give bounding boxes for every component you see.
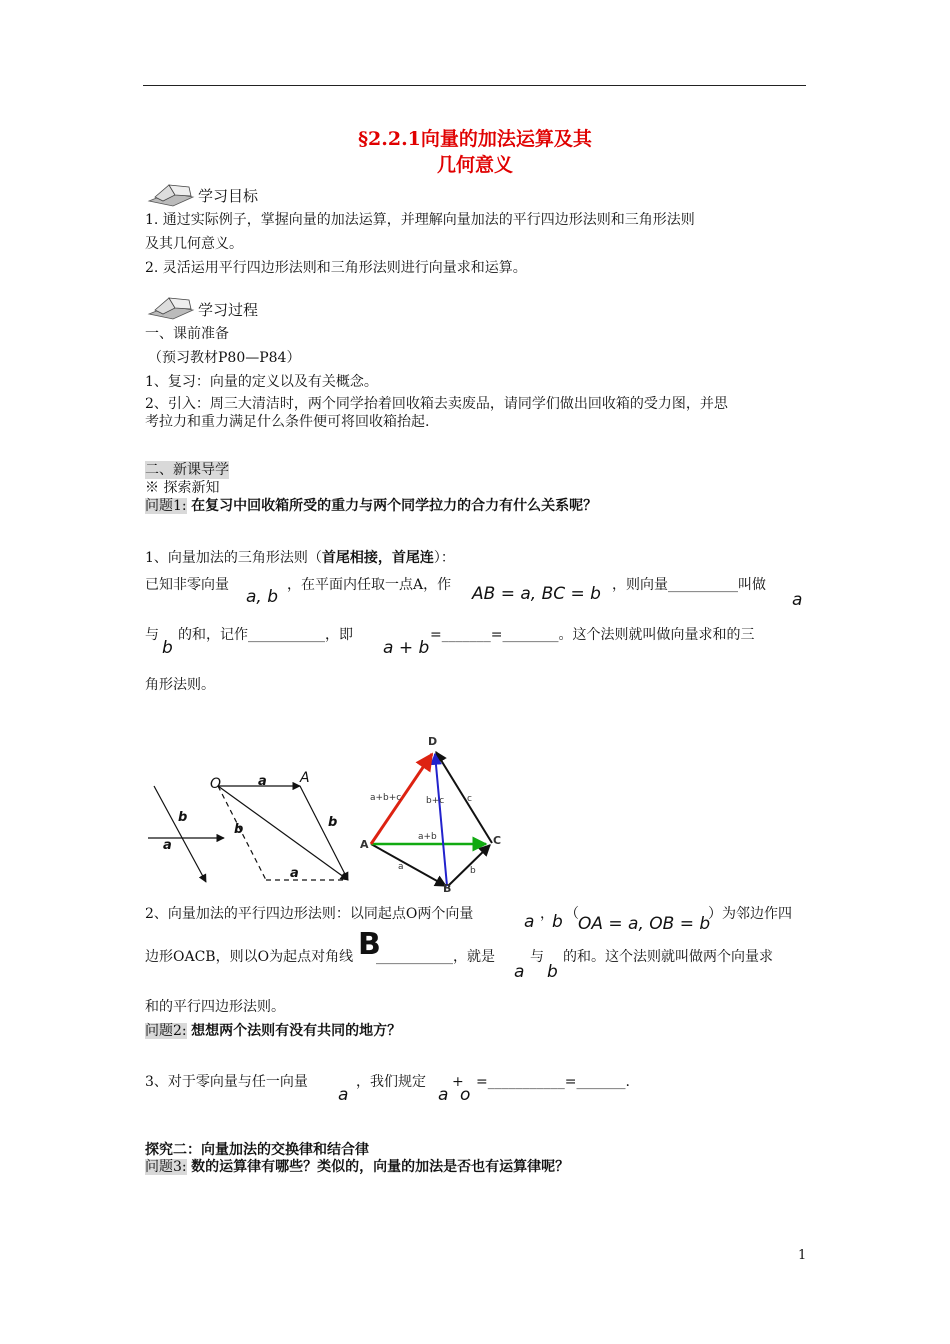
- label-b-right: b: [328, 815, 338, 830]
- math-a-b: a, b: [246, 587, 279, 607]
- rule-1-text-e: 的和，记作___________，即: [178, 627, 353, 643]
- rule-1-text-f: =_______=________。这个法则就叫做向量求和的三: [430, 627, 755, 643]
- math-a: a: [792, 590, 803, 610]
- math-a-plus-b: a + b: [383, 638, 430, 658]
- label-a-bottom: a: [290, 866, 299, 881]
- page-number: 1: [798, 1248, 807, 1263]
- label-a-plus-b-fig: a+b: [418, 832, 437, 842]
- goal-item-2: 2. 灵活运用平行四边形法则和三角形法则进行向量求和运算。: [145, 260, 527, 276]
- rule-2-text-i: 和的平行四边形法则。: [145, 999, 285, 1015]
- explore-heading: ※ 探索新知: [145, 480, 220, 496]
- tetrahedron-figure: [355, 730, 515, 895]
- book-icon: [145, 181, 197, 207]
- math-OA-OB: OA = a, OB = b: [578, 914, 711, 934]
- math-b-r2: b: [552, 912, 563, 932]
- question-1-text: 在复习中回收箱所受的重力与两个同学拉力的合力有什么关系呢？: [191, 498, 598, 514]
- rule-2-text-f: ___________，就是: [376, 949, 495, 965]
- math-AB-BC: AB = a, BC = b: [472, 584, 601, 604]
- rule-1-text-b: ，在平面内任取一点A，作: [287, 577, 452, 593]
- rule-3-text-d: =___________=_______.: [476, 1074, 630, 1090]
- label-a-left: a: [163, 838, 172, 853]
- review-item: 1、复习：向量的定义以及有关概念。: [145, 374, 378, 390]
- math-b: b: [162, 638, 173, 658]
- math-a-r2b: a: [514, 962, 525, 982]
- label-b-fig: b: [470, 866, 476, 876]
- label-B: B: [443, 882, 452, 895]
- question-2-text: 想想两个法则有没有共同的地方？: [191, 1023, 402, 1039]
- goal-item-1-cont: 及其几何意义。: [145, 236, 243, 252]
- label-b-mid: b: [234, 822, 244, 837]
- page-title-line2: 几何意义: [436, 154, 513, 176]
- rule-1-prefix: 1、向量加法的三角形法则（: [145, 550, 322, 566]
- label-A: A: [300, 770, 310, 786]
- math-b-r2b: b: [547, 962, 558, 982]
- rule-1-text-g: 角形法则。: [145, 677, 215, 693]
- rule-2-text-e: 边形OACB，则以O为起点对角线: [145, 949, 354, 965]
- rule-1-mnemonic: 首尾相接，首尾连: [321, 550, 434, 566]
- page-title: §2.2.1向量的加法运算及其: [358, 128, 592, 150]
- section-1-heading: 一、课前准备: [145, 326, 229, 342]
- question-3-label: 问题3:: [145, 1159, 187, 1175]
- math-a-r3b: a: [438, 1085, 449, 1105]
- question-1-label: 问题1:: [145, 498, 187, 514]
- explore-2-heading: 探究二：向量加法的交换律和结合律: [145, 1142, 369, 1158]
- rule-2-comma: ，: [540, 906, 554, 922]
- rule-2-paren-open: （: [565, 906, 579, 922]
- question-2-label: 问题2:: [145, 1023, 187, 1039]
- header-rule: [143, 85, 806, 86]
- label-A-right: A: [360, 838, 369, 851]
- label-O: O: [210, 776, 222, 792]
- rule-2-text-a: 2、向量加法的平行四边形法则：以同起点O两个向量: [145, 906, 474, 922]
- label-C: C: [493, 834, 502, 847]
- label-a-top: a: [258, 774, 267, 789]
- goal-item-1: 1. 通过实际例子，掌握向量的加法运算，并理解向量加法的平行四边形法则和三角形法则: [145, 212, 695, 228]
- book-icon: [145, 294, 197, 320]
- rule-2-text-g: 与: [530, 949, 544, 965]
- rule-1-text-d: 与: [145, 627, 159, 643]
- label-c-fig: c: [467, 794, 472, 804]
- goals-heading: 学习目标: [198, 187, 259, 205]
- rule-3-text-a: 3、对于零向量与任一向量: [145, 1074, 308, 1090]
- label-b-plus-c: b+c: [426, 796, 445, 806]
- section-2-heading: 二、新课导学: [145, 462, 229, 478]
- rule-3-plus: +: [452, 1074, 464, 1090]
- question-3-text: 数的运算律有哪些？类似的，向量的加法是否也有运算律呢？: [191, 1159, 570, 1175]
- rule-2-text-h: 的和。这个法则就叫做两个向量求: [563, 949, 773, 965]
- rule-2-text-d: ）为邻边作四: [708, 906, 792, 922]
- label-a-plus-b-plus-c: a+b+c: [370, 793, 402, 803]
- rule-1-text-c: ，则向量__________叫做: [612, 577, 766, 593]
- label-D: D: [428, 735, 438, 748]
- intro-item: 2、引入：周三大清洁时，两个同学抬着回收箱去卖废品，请同学们做出回收箱的受力图，并思: [145, 396, 728, 412]
- intro-item-cont: 考拉力和重力满足什么条件便可将回收箱抬起.: [145, 414, 430, 430]
- math-a-r2: a: [524, 912, 535, 932]
- preview-note: （预习教材P80—P84）: [148, 350, 301, 366]
- rule-1-text-a: 已知非零向量: [145, 577, 229, 593]
- process-heading: 学习过程: [198, 301, 259, 319]
- rule-3-text-b: ，我们规定: [356, 1074, 426, 1090]
- big-letter-B: B: [358, 927, 381, 962]
- label-b-left: b: [178, 810, 188, 825]
- math-a-r3: a: [338, 1085, 349, 1105]
- label-a-fig: a: [398, 862, 404, 872]
- math-zero-vector: o: [460, 1085, 471, 1105]
- rule-1-suffix: ）：: [433, 550, 455, 566]
